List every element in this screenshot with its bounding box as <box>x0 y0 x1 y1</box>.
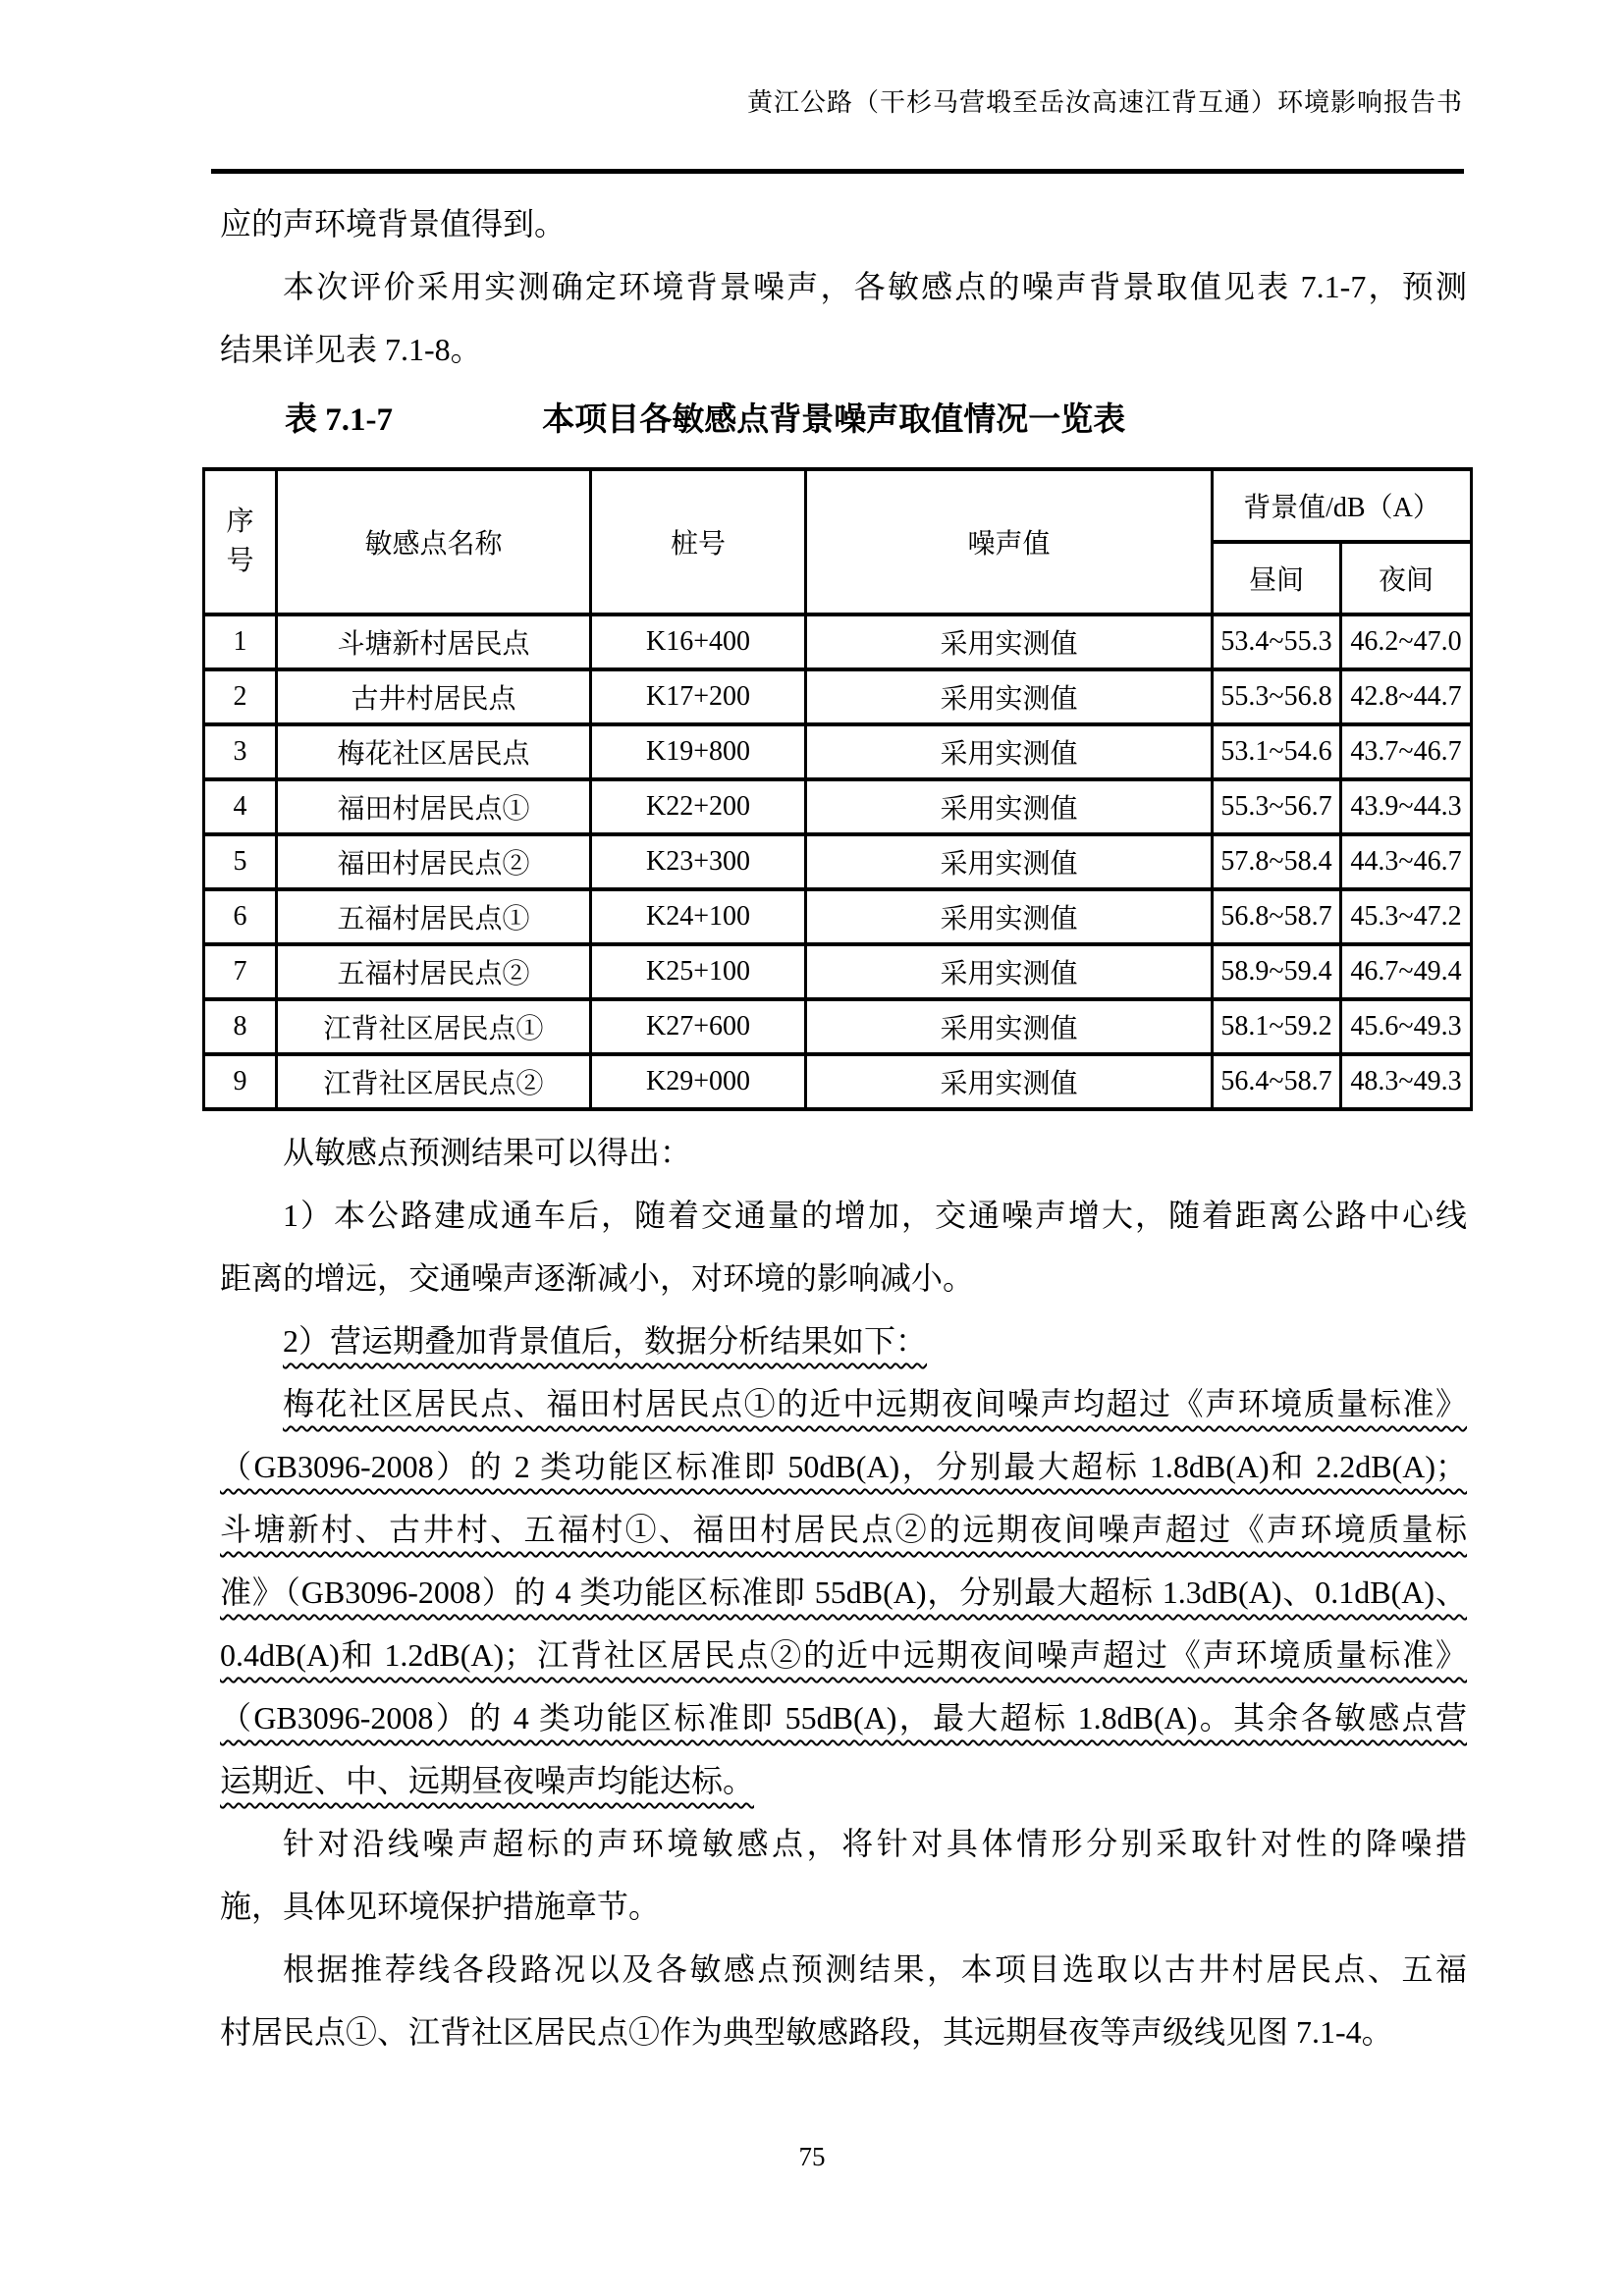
analysis-line: 从敏感点预测结果可以得出： <box>283 1135 692 1170</box>
analysis-section <box>220 1121 1467 2063</box>
analysis-line: （GB3096-2008）的 4 类功能区标准即 55dB(A)，最大超标 1.8dB(A)。其余各敏感点营 <box>220 1700 1467 1735</box>
table-row: 2 古井村居民点 K17+200 采用实测值 55.3~56.8 42.8~44.7 <box>204 669 1472 724</box>
table-row: 1 斗塘新村居民点 K16+400 采用实测值 53.4~55.3 46.2~47.0 <box>204 614 1472 669</box>
analysis-line: 梅花社区居民点、福田村居民点①的近中远期夜间噪声均超过《声环境质量标准》 <box>283 1386 1467 1421</box>
table-row: 9 江背社区居民点② K29+000 采用实测值 56.4~58.7 48.3~49.3 <box>204 1054 1472 1109</box>
intro-line-2: 本次评价采用实测确定环境背景噪声，各敏感点的噪声背景取值见表 7.1-7，预测 <box>283 269 1467 304</box>
analysis-line: 0.4dB(A)和 1.2dB(A)；江背社区居民点②的近中远期夜间噪声超过《声环境质量标准》 <box>220 1637 1467 1673</box>
header-rule <box>211 169 1464 174</box>
background-noise-table <box>202 467 1473 1111</box>
table-row: 3 梅花社区居民点 K19+800 采用实测值 53.1~54.6 43.7~46.7 <box>204 724 1472 779</box>
col-header-stake: 桩号 <box>591 469 806 614</box>
table-caption-title: 本项目各敏感点背景噪声取值情况一览表 <box>542 402 1126 438</box>
page-number: 75 <box>798 2142 826 2171</box>
table-caption <box>220 389 1467 452</box>
col-header-name: 敏感点名称 <box>277 469 591 614</box>
intro-line-3: 结果详见表 7.1-8。 <box>220 332 482 367</box>
page-header-title: 黄江公路（干杉马营塅至岳汝高速江背互通）环境影响报告书 <box>746 88 1463 117</box>
col-header-night: 夜间 <box>1341 542 1472 614</box>
table-row: 7 五福村居民点② K25+100 采用实测值 58.9~59.4 46.7~49.4 <box>204 944 1472 999</box>
table-row: 8 江背社区居民点① K27+600 采用实测值 58.1~59.2 45.6~49.3 <box>204 999 1472 1054</box>
col-header-day: 昼间 <box>1213 542 1341 614</box>
analysis-line: 施，具体见环境保护措施章节。 <box>220 1889 661 1924</box>
analysis-line: 2）营运期叠加背景值后，数据分析结果如下： <box>283 1323 928 1359</box>
analysis-line: （GB3096-2008）的 2 类功能区标准即 50dB(A)，分别最大超标 1.8dB(A)和 2.2dB(A)； <box>220 1449 1467 1484</box>
col-header-index: 序号 <box>204 469 277 614</box>
table-row: 6 五福村居民点① K24+100 采用实测值 56.8~58.7 45.3~47.2 <box>204 889 1472 944</box>
intro-line-1: 应的声环境背景值得到。 <box>220 206 567 241</box>
table-row: 4 福田村居民点① K22+200 采用实测值 55.3~56.7 43.9~44.3 <box>204 779 1472 834</box>
analysis-line: 针对沿线噪声超标的声环境敏感点，将针对具体情形分别采取针对性的降噪措 <box>283 1826 1467 1861</box>
col-header-background: 背景值/dB（A） <box>1213 469 1472 542</box>
col-header-noise: 噪声值 <box>806 469 1213 614</box>
analysis-line: 准》（GB3096-2008）的 4 类功能区标准即 55dB(A)，分别最大超标 1.3dB(A)、0.1dB(A)、 <box>220 1575 1467 1610</box>
page-header <box>747 82 1463 119</box>
analysis-line: 村居民点①、江背社区居民点①作为典型敏感路段，其远期昼夜等声级线见图 7.1-4。 <box>220 2014 1393 2050</box>
table-row: 5 福田村居民点② K23+300 采用实测值 57.8~58.4 44.3~46.7 <box>204 834 1472 889</box>
page-content <box>220 192 1467 2063</box>
analysis-line: 斗塘新村、古井村、五福村①、福田村居民点②的远期夜间噪声超过《声环境质量标 <box>220 1512 1467 1547</box>
table-caption-label: 表 7.1-7 <box>285 402 393 438</box>
analysis-line: 1）本公路建成通车后，随着交通量的增加，交通噪声增大，随着距离公路中心线 <box>283 1198 1467 1233</box>
analysis-line: 运期近、中、远期昼夜噪声均能达标。 <box>220 1763 755 1798</box>
analysis-line: 距离的增远，交通噪声逐渐减小，对环境的影响减小。 <box>220 1260 975 1296</box>
analysis-line: 根据推荐线各段路况以及各敏感点预测结果，本项目选取以古井村居民点、五福 <box>283 1951 1467 1987</box>
